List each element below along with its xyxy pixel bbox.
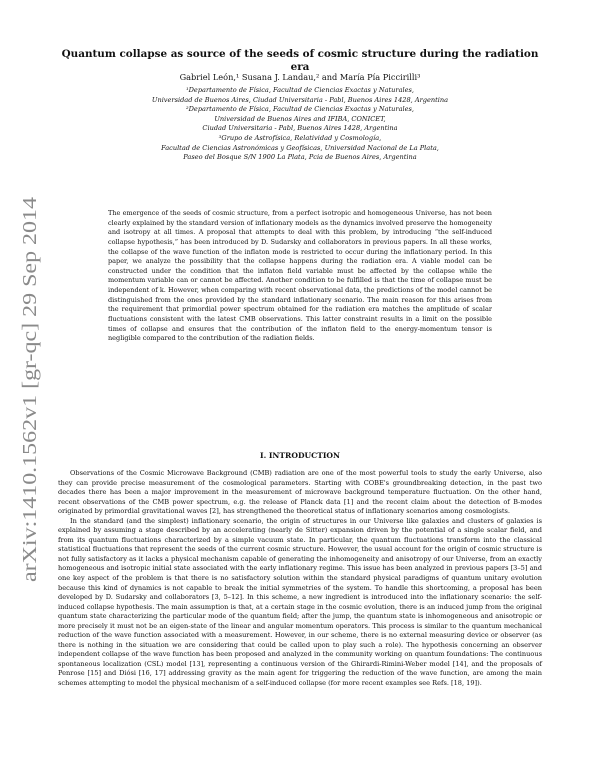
affiliation-line: Ciudad Universitaria - Pabl, Buenos Aires 1428, Argentina (202, 124, 398, 133)
paper-title: Quantum collapse as source of the seeds of cosmic structure during the radiation era (61, 48, 539, 73)
affiliation-line: ³Grupo de Astrofísica, Relatividad y Cosmología, (218, 133, 382, 142)
affiliation-line: Paseo del Bosque S/N 1900 La Plata, Pcia de Buenos Aires, Argentina (183, 153, 417, 162)
affiliation-line: Universidad de Buenos Aires, Ciudad Universitaria - Pabl, Buenos Aires 1428, Argentina (151, 95, 449, 104)
arxiv-identifier-text: arXiv:1410.1562v1 [gr-qc] 29 Sep 2014 (20, 268, 41, 582)
section-heading-introduction: I. INTRODUCTION (260, 451, 340, 460)
arxiv-identifier (8, 190, 48, 590)
affiliation-line: Facultad de Ciencias Astronómicas y Geofísicas, Universidad Nacional de La Plata, (161, 143, 439, 152)
affiliation-line: Universidad de Buenos Aires and IFIBA, CONICET, (214, 114, 386, 123)
affiliations (70, 86, 530, 163)
body-paragraph: In the standard (and the simplest) inflationary scenario, the origin of structures in our Universe like galaxies and clusters of galaxies is explained by assuming a stage described by an accelerating (nearly de Sitter) expansion driven by the potential of a single scalar field, and from its quantum fluctuations characterized by a simple vacuum state. In particular, the quantum fluctuations transform into the classical statistical fluctuations that represent the seeds of the current cosmic structure. However, the usual account for the origin of cosmic structure is not fully satisfactory as it lacks a physical mechanism capable of generating the inhomogeneity and anisotropy of our Universe, from an exactly homogeneous and isotropic initial state associated with the early inflationary regime. This issue has been analyzed in previous papers [3–5] and one key aspect of the problem is that there is no satisfactory solution within the standard physical paradigms of quantum unitary evolution because this kind of dynamics is not capable to break the initial symmetries of the system. To handle this shortcoming, a proposal has been developed by D. Sudarsky and collaborators [3, 5–12]. In this scheme, a new ingredient is introduced into the inflationary scenario: the self-induced collapse hypothesis. The main assumption is that, at a certain stage in the cosmic evolution, there is an induced jump from the original quantum state characterizing the particular mode of the quantum field; after the jump, the quantum state is inhomogeneous and anisotropic or more precisely it must not be an eigen-state of the linear and angular momentum operators. This process is similar to the quantum mechanical reduction of the wave function associated with a measurement. However, in our scheme, there is no external measuring device or observer (as there is nothing in the situation we are considering that could be called upon to play such a role). The hypothesis concerning an observer independent collapse of the wave function has been proposed and analyzed in the community working on quantum foundations: The continuous spontaneous localization (CSL) model [13], representing a continuous version of the Ghirardi-Rimini-Weber model [14], and the proposals of Penrose [15] and Diósi [16, 17] addressing gravity as the main agent for triggering the reduction of the wave function, are among the main schemes attempting to model the physical mechanism of a self-induced collapse (for more recent examples see Refs. [18, 19]). (58, 516, 542, 688)
body-paragraph: Observations of the Cosmic Microwave Background (CMB) radiation are one of the most powerful tools to study the early Universe, also they can provide precise measurement of the cosmological parameters. Starting with COBE's groundbreaking detection, in the past two decades there has been a major improvement in the measurement of microwave background temperature fluctuation. On the other hand, recent observations of the CMB power spectrum, e.g. the release of Planck data [1] and the recent claim about the detection of B-modes originated by primordial gravitational waves [2], has strengthened the theoretical status of inflationary scenarios among cosmologists. (58, 469, 542, 516)
introduction-body (58, 469, 542, 689)
affiliation-line: ²Departamento de Física, Facultad de Ciencias Exactas y Naturales, (186, 105, 414, 114)
affiliation-line: ¹Departamento de Física, Facultad de Ciencias Exactas y Naturales, (186, 86, 414, 94)
author-list: Gabriel León,¹ Susana J. Landau,² and María Pía Piccirilli³ (179, 72, 421, 82)
abstract: The emergence of the seeds of cosmic structure, from a perfect isotropic and homogeneous Universe, has not been clearly explained by the standard version of inflationary models as the dynamics involved preserve the homogeneity and isotropy at all times. A proposal that attempts to deal with this problem, by introducing “the self-induced collapse hypothesis,” has been introduced by D. Sudarsky and collaborators in previous papers. In all these works, the collapse of the wave function of the inflaton mode is restricted to occur during the inflationary period. In this paper, we analyze the possibility that the collapse happens during the radiation era. A viable model can be constructed under the condition that the inflaton field variable must be affected by the collapse while the momentum variable can or cannot be affected. Another condition to be fulfilled is that the time of collapse must be independent of k. However, when comparing with recent observational data, the predictions of the model cannot be distinguished from the ones provided by the standard inflationary scenario. The main reason for this arises from the requirement that primordial power spectrum obtained for the radiation era matches the amplitude of scalar fluctuations consistent with the latest CMB observations. This latter constraint results in a limit on the possible times of collapse and ensures that the contribution of the inflaton field to the energy-momentum tensor is negligible compared to the contribution of the radiation fields. (108, 209, 492, 343)
